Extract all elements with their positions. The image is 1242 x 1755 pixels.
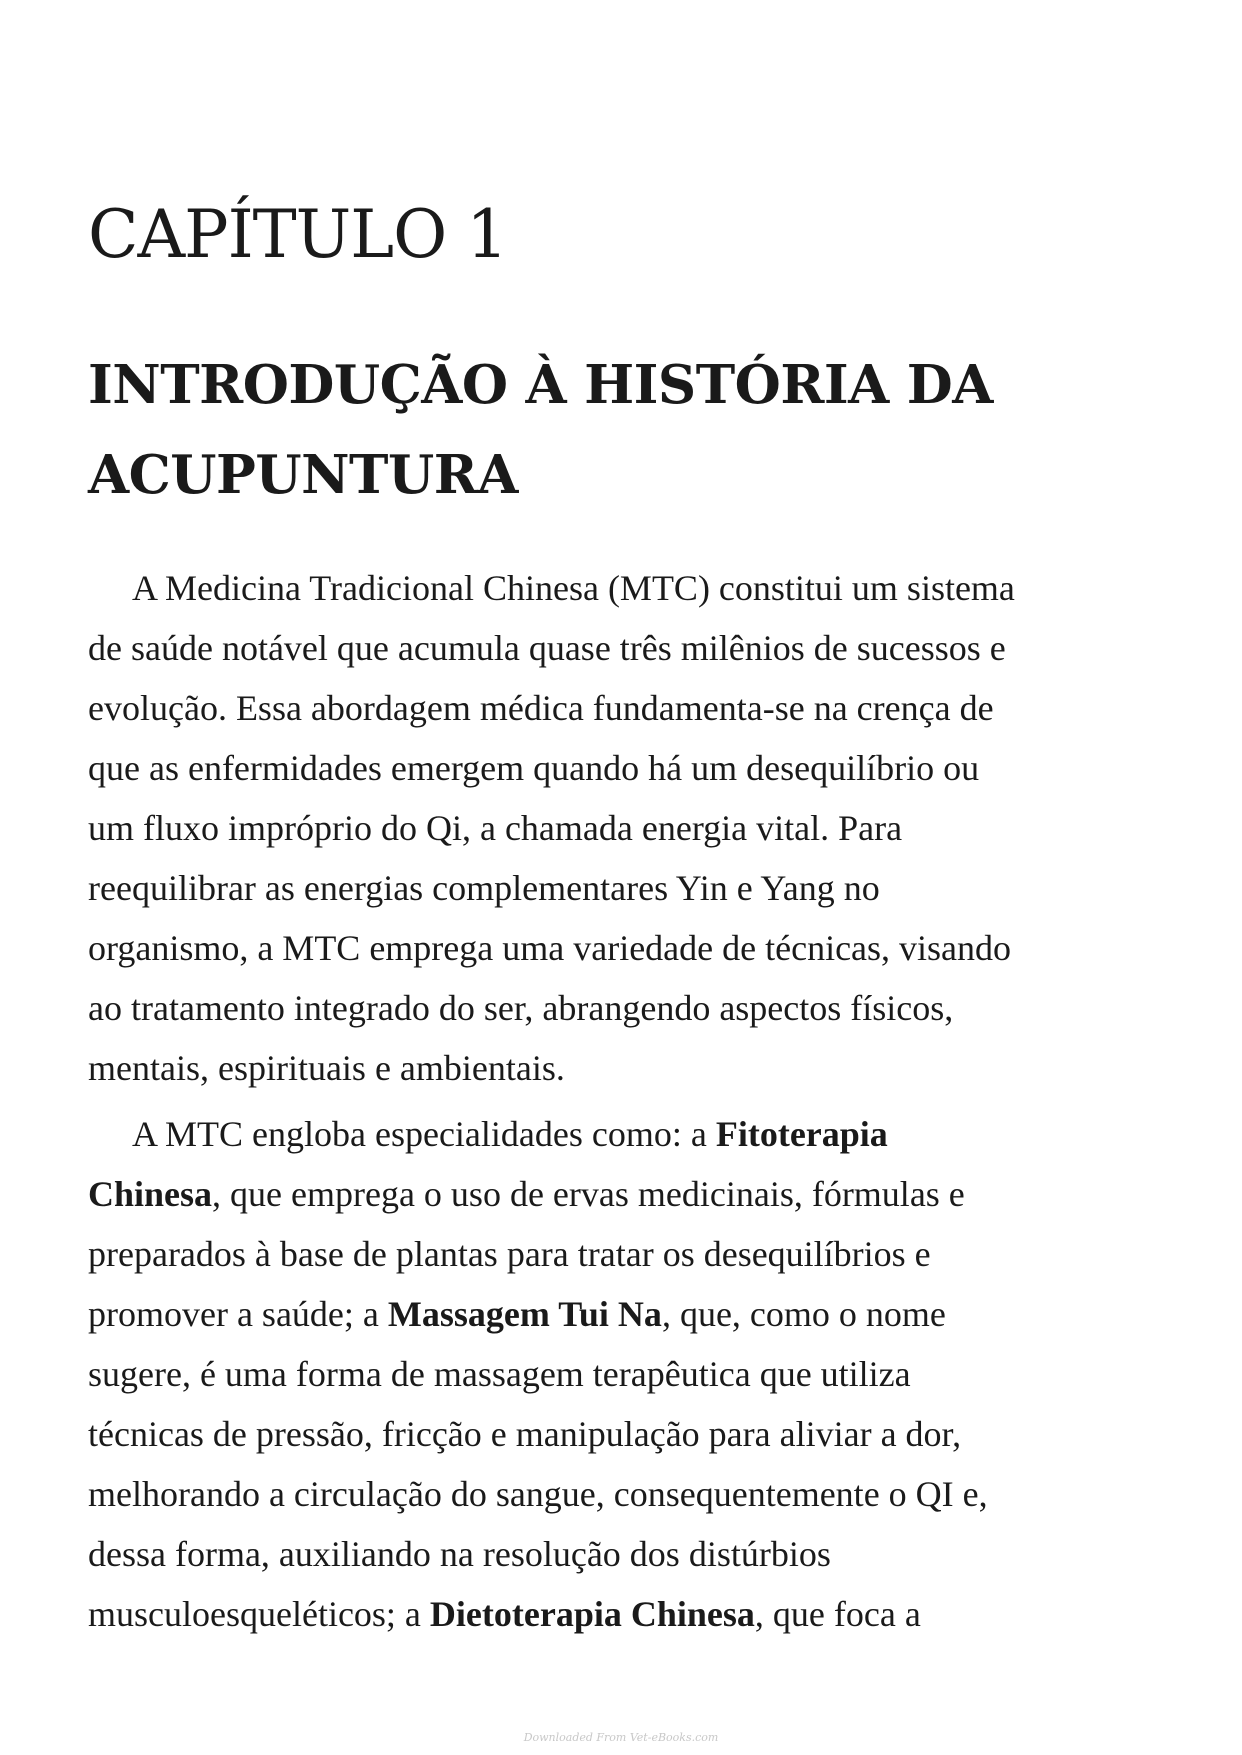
paragraph-1-line: A Medicina Tradicional Chinesa (MTC) constitui um sistema [132, 568, 1015, 608]
chapter-title-line-1: INTRODUÇÃO À HISTÓRIA DA [88, 354, 993, 416]
text-run: musculoesqueléticos; a [88, 1594, 430, 1634]
paragraph-2-line: preparados à base de plantas para tratar os desequilíbrios e [88, 1234, 931, 1274]
bold-term-massagem-tui-na: Massagem Tui Na [387, 1294, 662, 1334]
chapter-title-line-2: ACUPUNTURA [88, 444, 518, 506]
paragraph-1-line: mentais, espirituais e ambientais. [88, 1048, 565, 1088]
paragraph-2 [88, 1104, 1148, 1644]
bold-term-dietoterapia-chinesa: Dietoterapia Chinesa [429, 1594, 755, 1634]
body-text [88, 558, 1148, 1644]
paragraph-1-line: de saúde notável que acumula quase três milênios de sucessos e [88, 628, 1006, 668]
paragraph-1-line: ao tratamento integrado do ser, abrangendo aspectos físicos, [88, 988, 954, 1028]
text-run: , que, como o nome [661, 1294, 946, 1334]
text-run: , que foca a [754, 1594, 921, 1634]
bold-term-fitoterapia: Fitoterapia [715, 1114, 888, 1154]
bold-term-chinesa: Chinesa [88, 1174, 213, 1214]
paragraph-2-line [88, 1584, 1148, 1644]
paragraph-1-line: um fluxo impróprio do Qi, a chamada energia vital. Para [88, 808, 903, 848]
text-run: promover a saúde; a [88, 1294, 388, 1334]
text-run: , que emprega o uso de ervas medicinais, fórmulas e [212, 1174, 965, 1214]
paragraph-1-line: evolução. Essa abordagem médica fundamenta-se na crença de [88, 688, 994, 728]
paragraph-1 [88, 558, 1148, 1098]
paragraph-2-line: dessa forma, auxiliando na resolução dos distúrbios [88, 1534, 831, 1574]
paragraph-1-line: reequilibrar as energias complementares Yin e Yang no [88, 868, 880, 908]
paragraph-2-line [88, 1164, 1148, 1224]
paragraph-2-line [88, 1284, 1148, 1344]
paragraph-1-line: que as enfermidades emergem quando há um desequilíbrio ou [88, 748, 980, 788]
paragraph-2-line: técnicas de pressão, fricção e manipulação para aliviar a dor, [88, 1414, 962, 1454]
chapter-title [88, 340, 1148, 520]
footer-watermark: Downloaded From Vet-eBooks.com [523, 1731, 719, 1744]
text-run: A MTC engloba especialidades como: a [132, 1114, 716, 1154]
paragraph-2-line [88, 1104, 1148, 1164]
chapter-number: CAPÍTULO 1 [88, 196, 508, 273]
paragraph-1-line: organismo, a MTC emprega uma variedade de técnicas, visando [88, 928, 1012, 968]
paragraph-2-line: melhorando a circulação do sangue, consequentemente o QI e, [88, 1474, 988, 1514]
paragraph-2-line: sugere, é uma forma de massagem terapêutica que utiliza [88, 1354, 911, 1394]
